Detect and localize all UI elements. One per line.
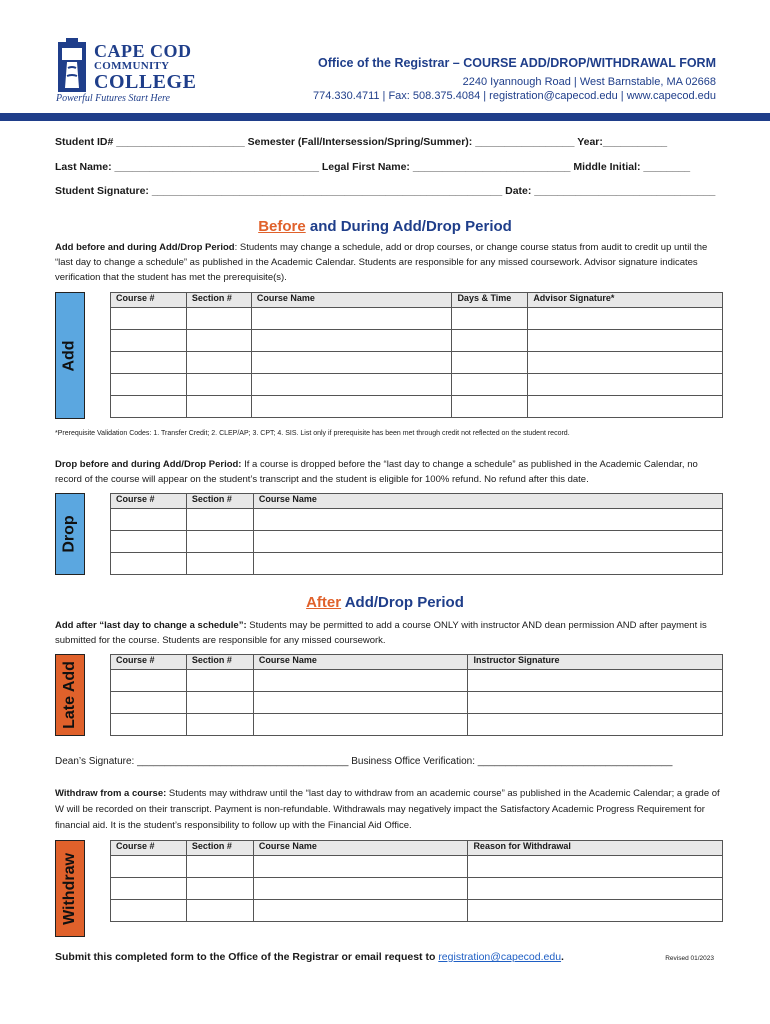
student-name-field[interactable]: Last Name: ___________________________________ Legal First Name: ___________________________ Middle Initial: ________ xyxy=(55,161,691,173)
drop-header-course-name: Course Name xyxy=(253,494,722,509)
late-add-instructions-lead: Add after “last day to change a schedule”: xyxy=(55,620,247,631)
student-signature-field[interactable]: Student Signature: ____________________________________________________________ Date: _______________________________ xyxy=(55,185,716,197)
table-row[interactable] xyxy=(111,714,723,736)
table-row[interactable] xyxy=(111,509,723,531)
drop-header-section-num: Section # xyxy=(186,494,253,509)
table-row[interactable] xyxy=(111,531,723,553)
late-add-side-label xyxy=(55,654,85,736)
table-row[interactable] xyxy=(111,553,723,575)
table-row[interactable] xyxy=(111,900,723,922)
lighthouse-logo-icon xyxy=(55,38,89,94)
logo-line-1: CAPE COD xyxy=(94,41,192,61)
withdraw-course-table xyxy=(110,840,723,922)
withdraw-header-section-num: Section # xyxy=(186,841,253,856)
add-header-advisor-signature: Advisor Signature* xyxy=(528,293,723,308)
add-label: Add xyxy=(61,339,79,372)
drop-course-table xyxy=(110,493,723,575)
withdraw-header-course-name: Course Name xyxy=(253,841,468,856)
office-address: 2240 Iyannough Road | West Barnstable, MA 02668 xyxy=(462,76,716,88)
table-header-row xyxy=(111,655,723,670)
table-row[interactable] xyxy=(111,692,723,714)
after-title-underlined: After xyxy=(306,594,342,611)
dean-business-signature-field[interactable]: Dean’s Signature: ______________________________________ Business Office Verification: ___________________________________ xyxy=(55,756,673,767)
table-row[interactable] xyxy=(111,856,723,878)
registration-email-link[interactable]: registration@capecod.edu xyxy=(438,951,562,963)
add-instructions xyxy=(55,240,725,285)
table-row[interactable] xyxy=(111,878,723,900)
table-header-row xyxy=(111,293,723,308)
late-header-course-name: Course Name xyxy=(253,655,468,670)
add-header-section-num: Section # xyxy=(186,293,251,308)
withdraw-side-label xyxy=(55,840,85,937)
drop-instructions-text: If a course is dropped before the “last day to change a schedule” as published in the Academic Calendar, no record of the course will appear on the student’s transcript and the student is eligible for 100% refund. No refund after this date. xyxy=(55,459,698,485)
late-header-section-num: Section # xyxy=(186,655,253,670)
submit-instructions xyxy=(55,951,564,963)
late-header-instructor-signature: Instructor Signature xyxy=(468,655,723,670)
late-header-course-num: Course # xyxy=(111,655,187,670)
drop-label: Drop xyxy=(61,515,79,553)
student-id-semester-field[interactable]: Student ID# ______________________ Semester (Fall/Intersession/Spring/Summer): _________________ Year:___________ xyxy=(55,136,668,148)
withdraw-instructions xyxy=(55,786,725,834)
drop-side-label xyxy=(55,493,85,575)
table-header-row xyxy=(111,494,723,509)
table-row[interactable] xyxy=(111,374,723,396)
drop-header-course-num: Course # xyxy=(111,494,187,509)
late-add-instructions-text: Students may be permitted to add a course ONLY with instructor AND dean permission AND after payment is submitted for the course. Students are responsible for any missed coursework. xyxy=(55,620,707,646)
before-section-title xyxy=(0,218,770,235)
table-row[interactable] xyxy=(111,352,723,374)
add-header-days-time: Days & Time xyxy=(452,293,528,308)
office-contact: 774.330.4711 | Fax: 508.375.4084 | registration@capecod.edu | www.capecod.edu xyxy=(313,90,716,102)
logo-tagline: Powerful Futures Start Here xyxy=(56,93,170,104)
logo-line-3: COLLEGE xyxy=(94,71,197,93)
submit-period: . xyxy=(561,951,564,963)
table-row[interactable] xyxy=(111,670,723,692)
table-header-row xyxy=(111,841,723,856)
withdraw-label: Withdraw xyxy=(61,852,79,925)
late-add-course-table xyxy=(110,654,723,736)
table-row[interactable] xyxy=(111,330,723,352)
withdraw-instructions-text: Students may withdraw until the “last day to withdraw from an academic course” as published in the Academic Calendar; a grade of W will be recorded on their transcript. Payment is non-refundable. Withdrawals may negatively impact the Satisfactory Academic Progress Requirement for financial aid. It is the student’s responsibility to follow up with the Financial Aid Office. xyxy=(55,788,720,831)
withdraw-header-reason: Reason for Withdrawal xyxy=(468,841,723,856)
drop-instructions-lead: Drop before and during Add/Drop Period: xyxy=(55,459,242,470)
before-title-underlined: Before xyxy=(258,218,306,235)
logo-line-2: COMMUNITY xyxy=(94,60,170,72)
late-add-label: Late Add xyxy=(61,661,79,729)
submit-text: Submit this completed form to the Office of the Registrar or email request to xyxy=(55,951,439,963)
table-row[interactable] xyxy=(111,308,723,330)
after-section-title xyxy=(0,594,770,611)
table-row[interactable] xyxy=(111,396,723,418)
late-add-instructions xyxy=(55,618,725,648)
drop-instructions xyxy=(55,457,725,487)
add-course-table xyxy=(110,292,723,418)
prerequisite-footnote: *Prerequisite Validation Codes: 1. Transfer Credit; 2. CLEP/AP; 3. CPT; 4. SIS. List only if prerequisite has been met through credit not reflected on the student record. xyxy=(55,430,570,437)
add-side-label xyxy=(55,292,85,419)
withdraw-header-course-num: Course # xyxy=(111,841,187,856)
withdraw-instructions-lead: Withdraw from a course: xyxy=(55,788,167,799)
add-header-course-name: Course Name xyxy=(251,293,452,308)
add-instructions-text: : Students may change a schedule, add or drop courses, or change course status from audit to credit up until the “last day to change a schedule” as published in the Academic Calendar. Students are responsible for any missed coursework. Advisor signature indicates verification that the student has met the prerequisite(s). xyxy=(55,242,708,283)
add-instructions-lead: Add before and during Add/Drop Period xyxy=(55,242,235,253)
header-divider xyxy=(0,113,770,121)
before-title-rest: and During Add/Drop Period xyxy=(305,218,512,235)
form-title: Office of the Registrar – COURSE ADD/DROP/WITHDRAWAL FORM xyxy=(318,56,716,70)
add-header-course-num: Course # xyxy=(111,293,187,308)
college-logo-text xyxy=(94,42,196,92)
revised-date: Revised 01/2023 xyxy=(665,955,714,962)
after-title-rest: Add/Drop Period xyxy=(341,594,464,611)
